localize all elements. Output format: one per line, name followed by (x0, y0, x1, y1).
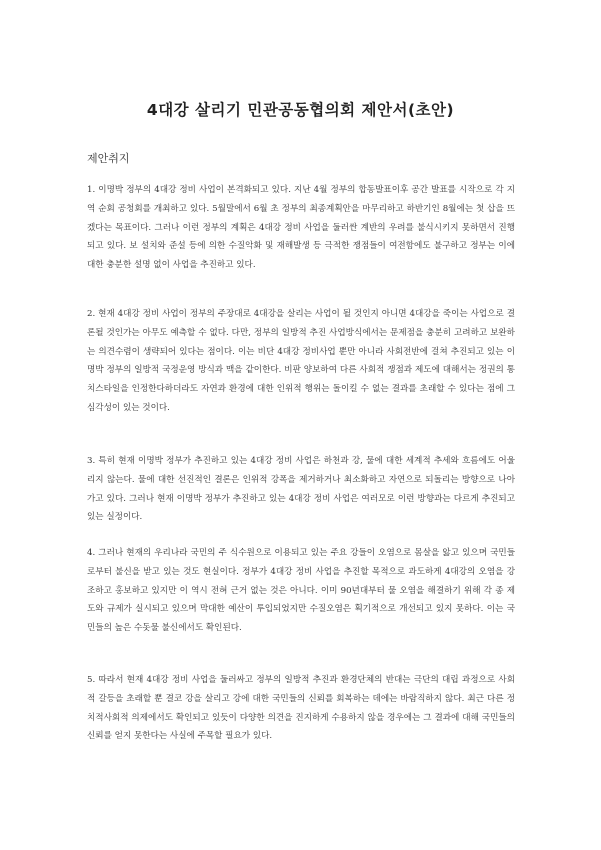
document-title: 4대강 살리기 민관공동협의회 제안서(초안) (146, 101, 455, 119)
paragraph-4: 4. 그러나 현재의 우리나라 국민의 주 식수원으로 이용되고 있는 주요 강들이 오염으로 몸살을 앓고 있으며 국민들로부터 불신을 받고 있는 것도 현실이다. 정부가 4대강 정비 사업을 추진할 목적으로 과도하게 4대강의 오염을 강조하고 홍보하고 있지만 이 역시 전혀 근거 없는 것은 아니다. 이미 90년대부터 물 오염을 해결하기 위해 각 종 제도와 규제가 실시되고 있으며 막대한 예산이 투입되었지만 수질오염은 획기적으로 개선되고 있지 못하다. 이는 국민들의 높은 수돗물 불신에서도 확인된다. (87, 548, 515, 634)
paragraph-3: 3. 특히 현재 이명박 정부가 추진하고 있는 4대강 정비 사업은 하천과 강, 물에 대한 세계적 추세와 흐름에도 어울리지 않는다. 물에 대한 선진적인 결론은 인위적 강폭을 제거하거나 최소화하고 자연으로 되돌리는 방향으로 나아가고 있다. 그러나 현재 이명박 정부가 추진하고 있는 4대강 정비 사업은 여러모로 이런 방향과는 다르게 추진되고 있는 실정이다. (87, 456, 515, 523)
paragraph-5: 5. 따라서 현재 4대강 정비 사업을 둘러싸고 정부의 일방적 추진과 환경단체의 반대는 극단의 대립 과정으로 사회적 갈등을 초래할 뿐 결코 강을 살리고 강에 대한 국민들의 신뢰를 회복하는 데에는 바람직하지 않다. 최근 다른 정치적사회적 의제에서도 확인되고 있듯이 다양한 의견을 진지하게 수용하지 않을 경우에는 그 결과에 대해 국민들의 신뢰를 얻지 못한다는 사실에 주목할 필요가 있다. (87, 675, 515, 742)
paragraph-2: 2. 현재 4대강 정비 사업이 정부의 주장대로 4대강을 살리는 사업이 될 것인지 아니면 4대강을 죽이는 사업으로 결론될 것인가는 아무도 예측할 수 없다. 다만, 정부의 일방적 추진 사업방식에서는 문제점을 충분히 고려하고 보완하는 의견수렴이 생략되어 있다는 점이다. 이는 비단 4대강 정비사업 뿐만 아니라 사회전반에 걸쳐 추진되고 있는 이명박 정부의 일방적 국정운영 방식과 맥을 같이한다. 비판 양보하여 다른 사회적 쟁점과 제도에 대해서는 정권의 통치스타일을 인정한다하더라도 자연과 환경에 대한 인위적 행위는 돌이킬 수 없는 결과를 초래할 수 있다는 점에 그 심각성이 있는 것이다. (87, 309, 515, 413)
section-label: 제안취지 (87, 152, 130, 165)
paragraph-1: 1. 이명박 정부의 4대강 정비 사업이 본격화되고 있다. 지난 4월 정부의 합동발표이후 공간 발표를 시작으로 각 지역 순회 공청회를 개최하고 있다. 5월말에서 6월 초 정부의 최종계획안을 마무리하고 하반기인 8월에는 첫 삽을 뜨겠다는 목표이다. 그러나 이런 정부의 계획은 4대강 정비 사업을 둘러싼 계반의 우려를 불식시키지 못하면서 진행되고 있다. 보 설치와 준설 등에 의한 수질악화 및 재해발생 등 극적한 쟁점들이 여전함에도 불구하고 정부는 이에 대한 충분한 설명 없이 사업을 추진하고 있다. (87, 185, 515, 271)
